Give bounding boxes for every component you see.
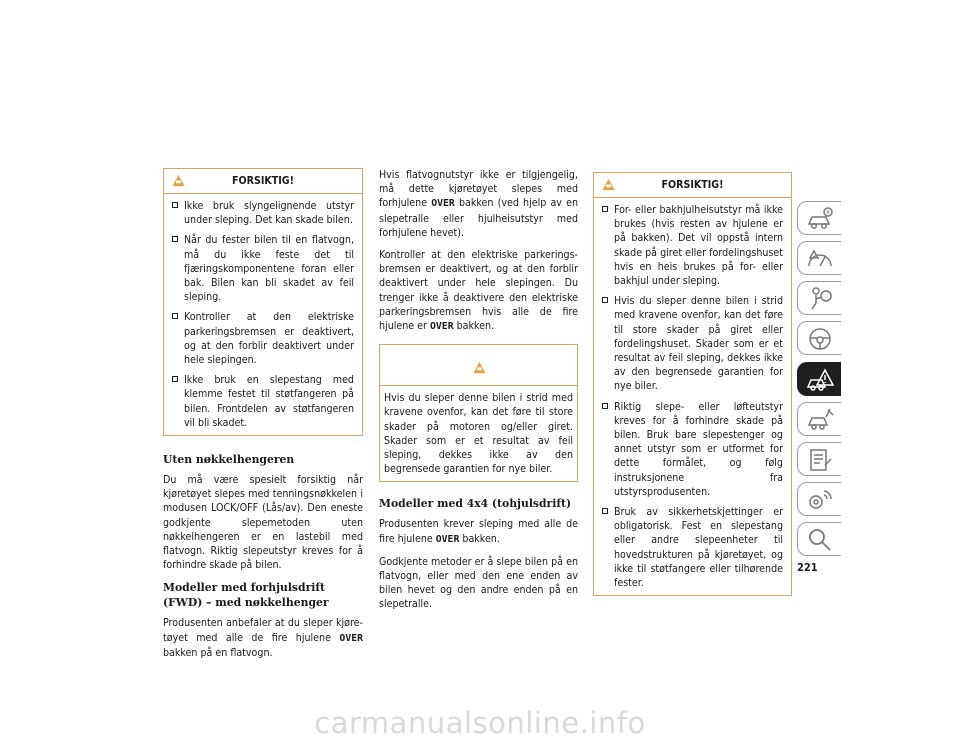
warning-icon <box>473 361 486 374</box>
tab-specifications[interactable] <box>797 442 841 476</box>
tab-safety[interactable] <box>797 281 841 315</box>
over-word: OVER <box>339 632 364 644</box>
tab-index[interactable] <box>797 522 841 556</box>
list-item: Hvis du sleper denne bilen i strid med kravene ovenfor, kan det føre til store skader på giret eller fordelingshuset. Skader som er et resultat av feil sleping, dekkes ikke av den begrensede garantien for nye biler. <box>602 294 783 393</box>
paragraph: Godkjente metoder er å slepe bilen på en flatvogn, eller med den ene enden av bilen hevet og den andre enden på en slepetralle. <box>379 555 578 611</box>
page-number: 221 <box>797 561 818 574</box>
right-column <box>593 172 792 596</box>
paragraph: Du må være spesielt forsiktig når kjøretøyet slepes med tenningsnøkkelen i modusen LOCK/OFF (Lås/av). Den eneste godkjente slepemetoden uten nøkkelhengeren er en lastebil med flatvogn. Riktig slepeutstyr kreves for å forhindre skade på bilen. <box>163 474 363 572</box>
caution-list <box>164 194 362 435</box>
section-heading: Uten nøkkelhengeren <box>163 453 295 467</box>
paragraph: Produsenten anbefaler at du sleper kjøretøyet med alle de fire hjulene OVER bakken på en flatvogn. <box>163 617 364 659</box>
left-column <box>163 168 363 668</box>
paragraph: Kontroller at den elektriske parkeringsbremsen er deaktivert, og at den forblir deaktivert under hele slepingen. Du trenger ikke å deaktivere den elektriske parkeringsbremsen hvis alle de fire hjulene er OVER bakken. <box>379 249 578 333</box>
steering-wheel-icon <box>806 326 834 352</box>
tab-multimedia[interactable] <box>797 482 841 516</box>
paragraph: Produsenten krever sleping med alle de fire hjulene OVER bakken. <box>379 518 578 545</box>
middle-column <box>379 168 578 620</box>
list-item: Ikke bruk slyngelignende utstyr under sleping. Det kan skade bilen. <box>172 199 354 227</box>
section-heading: Modeller med 4x4 (tohjulsdrift) <box>379 497 572 511</box>
airbag-safety-icon <box>806 286 834 312</box>
list-item: Bruk av sikkerhetskjettinger er obligatorisk. Fest en slepestang eller andre slepeenheter til hovedstrukturen på kjøretøyet, og ikke til støtfangere eller tilhørende fester. <box>602 505 783 590</box>
tab-car-info[interactable] <box>797 201 841 235</box>
roadside-emergency-icon <box>806 367 834 393</box>
car-info-icon <box>806 206 834 232</box>
over-word: OVER <box>431 198 455 210</box>
multimedia-icon <box>806 487 834 513</box>
list-item: For- eller bakhjulheisutstyr må ikke brukes (hvis resten av hjulene er på bakken). Det vil oppstå intern skade på giret eller fordelingshuset hvis en heis brukes på for- eller bakhjul under sleping. <box>602 203 783 288</box>
caution-title: FORSIKTIG! <box>661 179 724 191</box>
list-item: Ikke bruk en slepestang med klemme festet til støtfangeren på bilen. Frontdelen av støtfangeren vil bli skadet. <box>172 373 354 430</box>
dashboard-warning-icon <box>806 246 834 272</box>
search-index-icon <box>806 527 834 553</box>
specifications-list-icon <box>806 447 834 473</box>
tab-driving[interactable] <box>797 321 841 355</box>
caution-header <box>594 173 791 198</box>
warning-header <box>380 345 577 386</box>
watermark: carmanualsonline.info <box>314 706 646 740</box>
caution-box-left <box>163 168 363 436</box>
caution-list <box>594 198 791 595</box>
caution-box-right <box>593 172 792 596</box>
car-service-icon <box>806 407 834 433</box>
warning-icon <box>602 178 615 191</box>
warning-text: Hvis du sleper denne bilen i strid med kravene ovenfor, kan det føre til store skader på motoren og/eller giret. Skader som er et resultat av feil sleping, dekkes ikke av den begrensede garantien for nye biler. <box>384 392 573 476</box>
caution-header <box>164 169 362 194</box>
list-item: Når du fester bilen til en flatvogn, må du ikke feste det til fjæringskomponentene foran eller bak. Bilen kan bli skadet av feil sleping. <box>172 233 354 304</box>
list-item: Kontroller at den elektriske parkeringsbremsen er deaktivert, og at den forblir deaktivert under hele slepingen. <box>172 310 354 367</box>
tab-dashboard-warnings[interactable] <box>797 241 841 275</box>
paragraph: Hvis flatvognutstyr ikke er tilgjengelig, må dette kjøretøyet slepes med forhjulene OVER bakken (ved hjelp av en slepetralle eller hjulheisutstyr med forhjulene hevet). <box>379 169 578 239</box>
over-word: OVER <box>435 533 460 545</box>
warning-icon <box>172 174 185 187</box>
tab-emergency[interactable] <box>797 362 841 396</box>
section-heading: Modeller med forhjulsdrift (FWD) – med nøkkelhenger <box>163 581 329 610</box>
caution-title: FORSIKTIG! <box>232 175 294 187</box>
over-word: OVER <box>430 321 454 333</box>
warning-box <box>379 344 578 482</box>
tab-service[interactable] <box>797 402 841 436</box>
list-item: Riktig slepe- eller løfteutstyr kreves for å forhindre skade på bilen. Bruk bare slepestenger og annet utstyr som er utformet for dette formålet, og følg instruksjonene fra utstyrsprodusenten. <box>602 400 783 499</box>
